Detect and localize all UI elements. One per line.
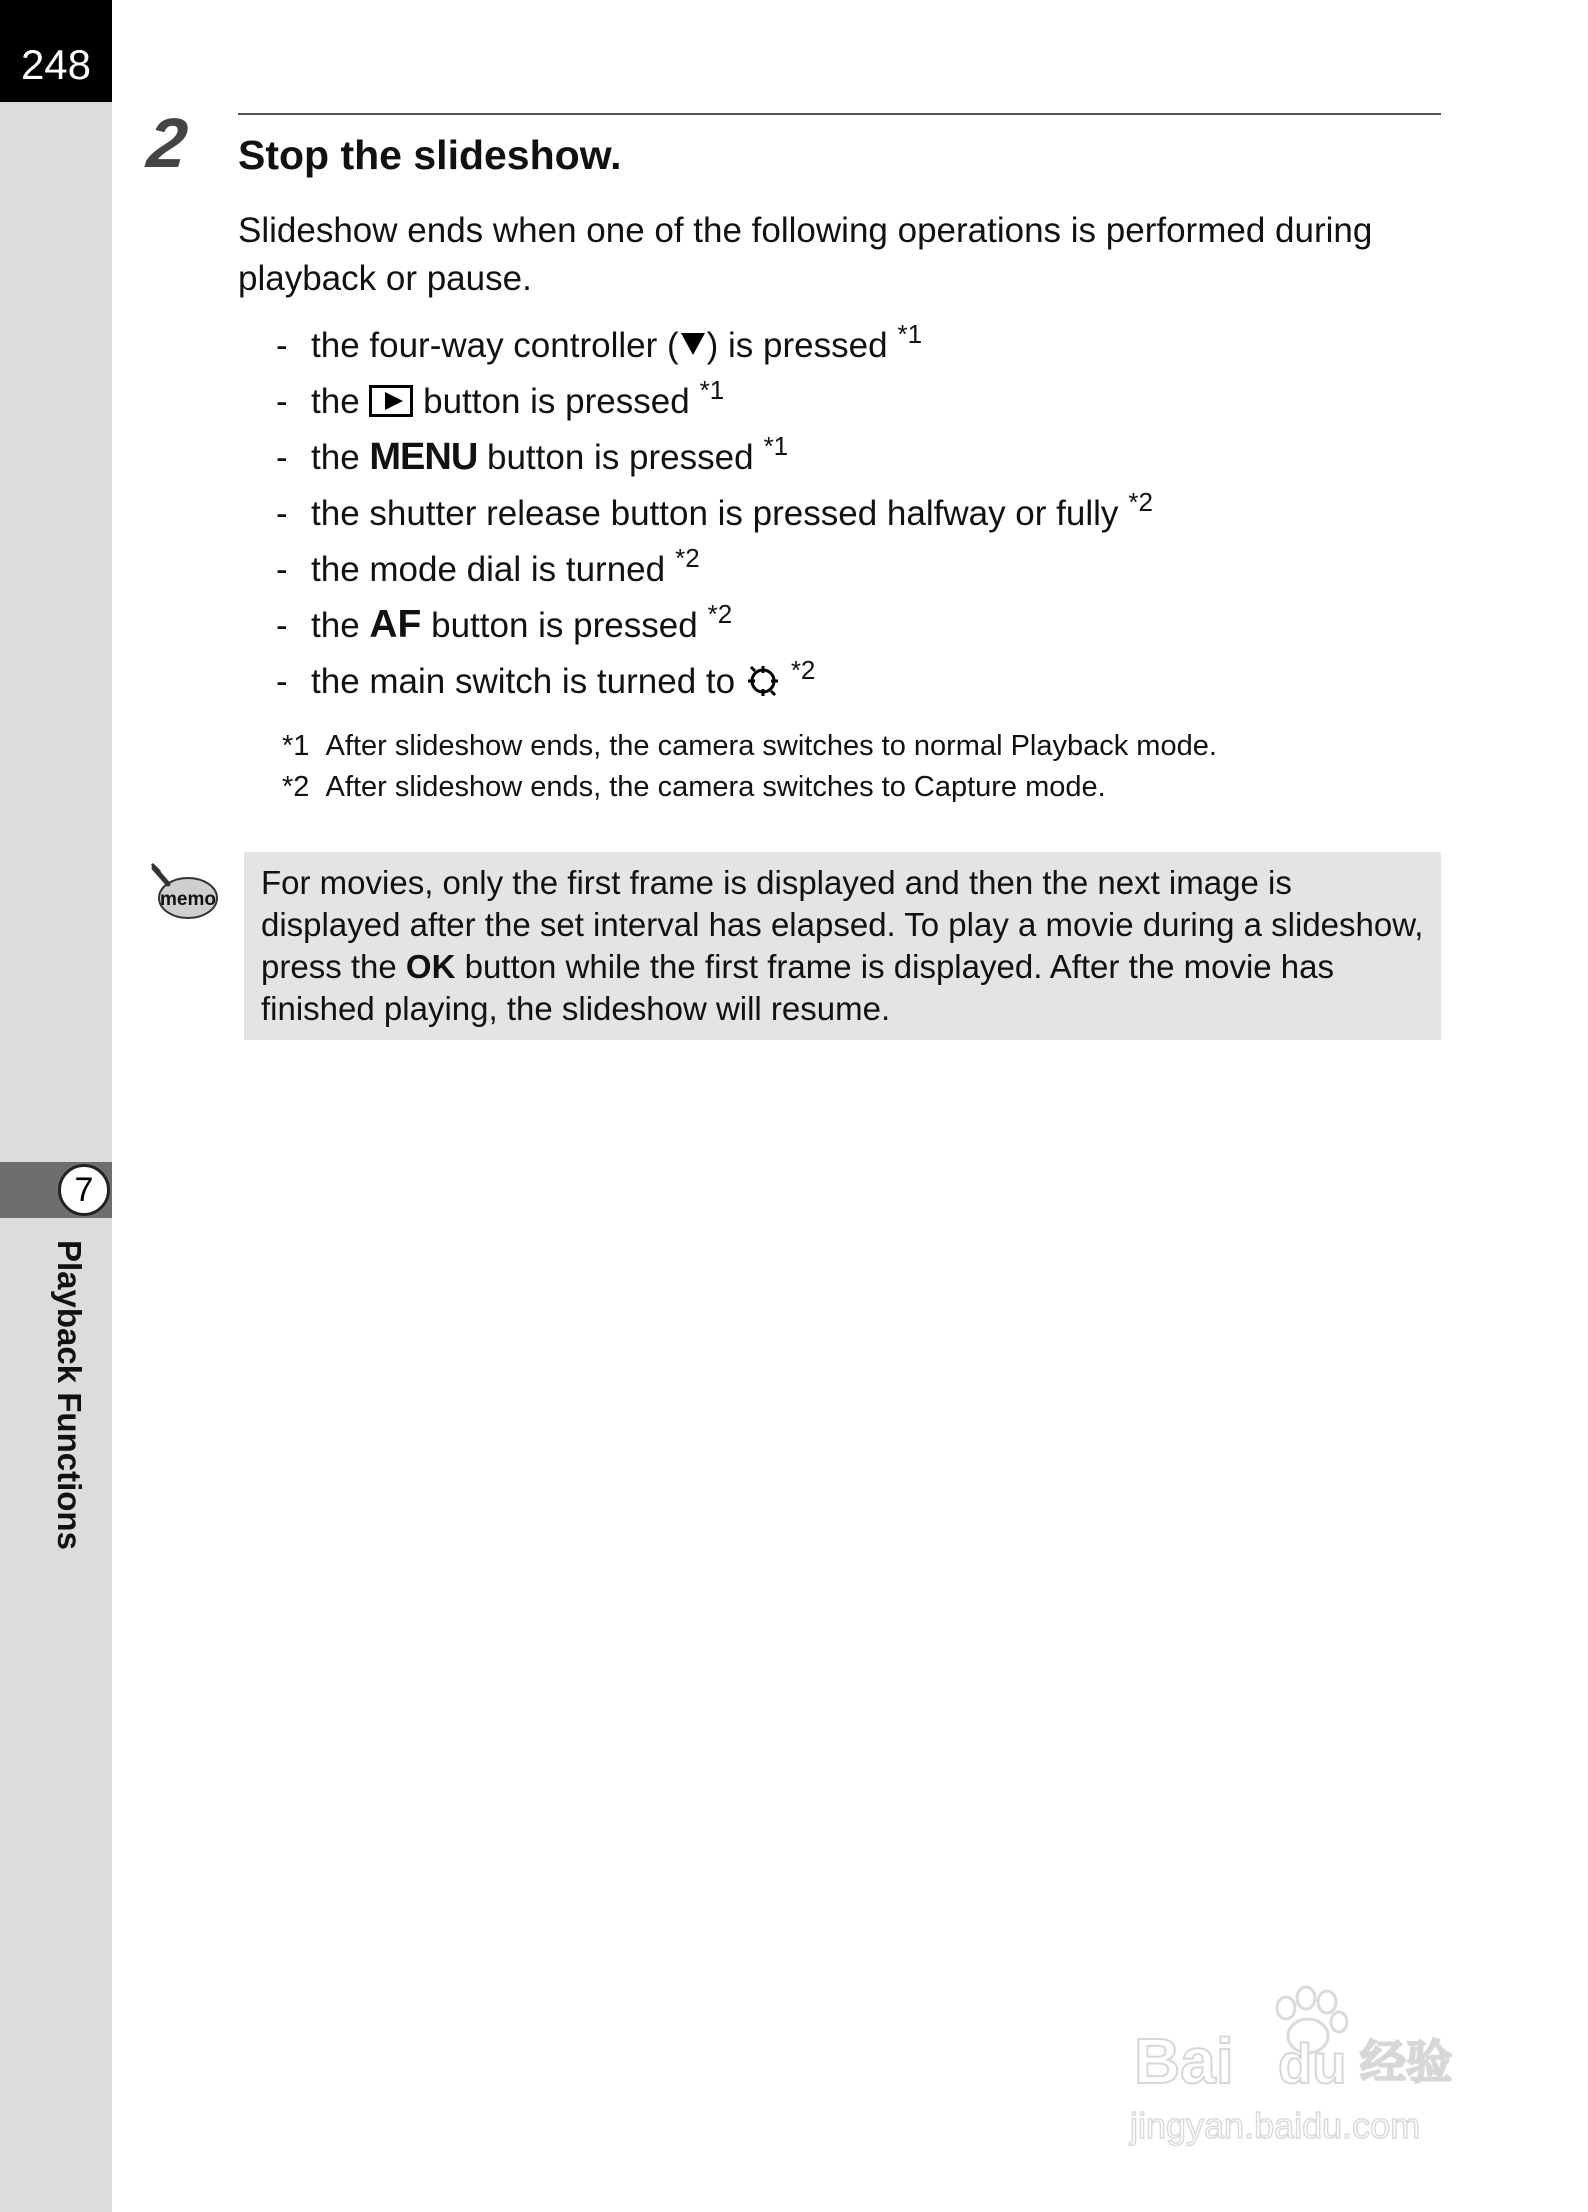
chapter-label: Playback Functions [51, 1240, 88, 1550]
preview-switch-icon [745, 663, 781, 699]
footnote-mark: *2 [282, 771, 310, 803]
memo-icon [148, 862, 220, 924]
item-text: button is pressed [421, 606, 698, 645]
stop-conditions-list [276, 306, 1153, 701]
chapter-number: 7 [58, 1164, 110, 1216]
item-text: the shutter release button is pressed halfway or fully [311, 494, 1119, 533]
item-text: ) is pressed [706, 326, 888, 365]
list-item [276, 362, 1153, 421]
memo-icon-label: memo [160, 889, 216, 910]
intro-paragraph: Slideshow ends when one of the following operations is performed during playback or pause. [238, 211, 1373, 298]
item-text: the mode dial is turned [311, 550, 666, 589]
footnote-ref: *1 [763, 431, 789, 461]
footnote-ref: *2 [1128, 487, 1153, 517]
watermark-cn: 经验 [1360, 2035, 1452, 2089]
item-text: button is pressed [413, 382, 690, 421]
list-item [276, 642, 1153, 701]
footnote-ref: *2 [790, 655, 816, 685]
footnote-text: After slideshow ends, the camera switches to Capture mode. [325, 771, 1106, 803]
list-item [276, 530, 1153, 589]
bullet-dash: - [276, 326, 288, 365]
footnote-ref: *2 [707, 599, 733, 629]
item-text: the [311, 606, 370, 645]
footnote-mark: *1 [282, 730, 310, 762]
step-title: Stop the slideshow. [238, 132, 622, 178]
bullet-dash: - [276, 606, 288, 645]
section-rule [238, 113, 1441, 115]
footnote-text: After slideshow ends, the camera switches to normal Playback mode. [325, 730, 1217, 762]
list-item [276, 474, 1153, 533]
menu-button-label: MENU [369, 436, 478, 478]
side-band [0, 0, 112, 2212]
page-number: 248 [20, 41, 92, 88]
item-text: the [311, 438, 370, 477]
bullet-dash: - [276, 438, 288, 477]
down-triangle-icon [681, 333, 705, 355]
footnote [282, 726, 1217, 767]
item-text: button is pressed [477, 438, 754, 477]
page-number-box [0, 0, 112, 102]
ok-button-label: OK [405, 948, 456, 985]
watermark-brand: Bai [1134, 2025, 1234, 2097]
watermark-url: jingyan.baidu.com [1130, 2105, 1421, 2146]
list-item [276, 306, 1153, 365]
af-button-label: AF [369, 603, 422, 646]
bullet-dash: - [276, 494, 288, 533]
bullet-dash: - [276, 382, 288, 421]
item-text: the four-way controller ( [311, 326, 679, 365]
baidu-jingyan-watermark [1128, 1978, 1488, 2148]
list-item [276, 418, 1153, 478]
footnote-ref: *1 [699, 375, 725, 405]
list-item [276, 586, 1153, 646]
memo-text-part: For movies, only the first frame is displayed and then the next image is displayed after the set interval has elapsed. To play a movie during a slideshow, press the [261, 864, 1424, 985]
step-number: 2 [143, 104, 192, 182]
memo-text-part: button while the first frame is displayed. After the movie has finished playing, the slideshow will resume. [261, 948, 1335, 1027]
item-text: the main switch is turned to [311, 662, 745, 701]
playback-button-icon [369, 385, 413, 417]
memo-text [261, 862, 1431, 1030]
item-text: the [311, 382, 370, 421]
bullet-dash: - [276, 550, 288, 589]
footnote-ref: *2 [675, 543, 700, 573]
watermark-brand-2: du [1278, 2032, 1347, 2095]
footnotes [282, 726, 1217, 808]
bullet-dash: - [276, 662, 288, 701]
footnote [282, 767, 1217, 808]
footnote-ref: *1 [897, 319, 923, 349]
